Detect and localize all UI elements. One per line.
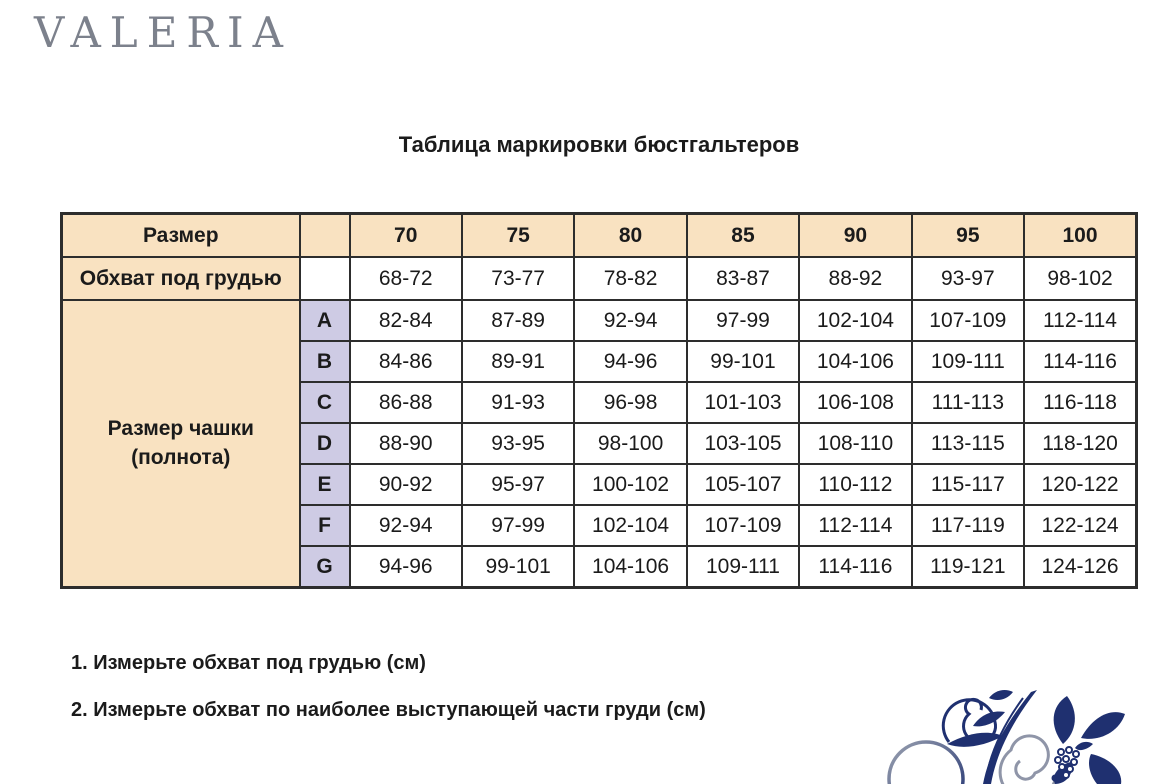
underbust-value: 88-92: [799, 257, 911, 300]
cup-range-value: 82-84: [350, 300, 462, 341]
cup-range-value: 107-109: [687, 505, 799, 546]
underbust-value: 78-82: [574, 257, 686, 300]
cup-range-value: 91-93: [462, 382, 574, 423]
cup-range-value: 94-96: [350, 546, 462, 588]
cup-range-value: 108-110: [799, 423, 911, 464]
cup-range-value: 112-114: [799, 505, 911, 546]
cup-range-value: 112-114: [1024, 300, 1136, 341]
cup-range-value: 114-116: [1024, 341, 1136, 382]
size-table: [60, 212, 1138, 589]
cup-range-value: 102-104: [574, 505, 686, 546]
cup-range-value: 118-120: [1024, 423, 1136, 464]
size-col-header: 80: [574, 214, 686, 258]
size-col-header: 75: [462, 214, 574, 258]
cup-range-value: 109-111: [912, 341, 1024, 382]
size-col-header: 70: [350, 214, 462, 258]
cup-range-value: 100-102: [574, 464, 686, 505]
table-row-sizes: [62, 214, 1137, 258]
cup-range-value: 97-99: [687, 300, 799, 341]
cup-range-value: 86-88: [350, 382, 462, 423]
underbust-value: 93-97: [912, 257, 1024, 300]
cup-range-value: 101-103: [687, 382, 799, 423]
size-col-header: 95: [912, 214, 1024, 258]
cup-range-value: 105-107: [687, 464, 799, 505]
cup-letter-g: G: [300, 546, 350, 588]
table-row-cup-a: [62, 300, 1137, 341]
cup-range-value: 106-108: [799, 382, 911, 423]
underbust-row-label: Обхват под грудью: [62, 257, 300, 300]
cup-range-value: 104-106: [799, 341, 911, 382]
size-row-label: Размер: [62, 214, 300, 258]
cup-range-value: 95-97: [462, 464, 574, 505]
brand-logo: VALERIA: [34, 8, 292, 57]
underbust-value: 98-102: [1024, 257, 1136, 300]
instruction-item: 2. Измерьте обхват по наиболее выступающей части груди (см): [71, 699, 706, 721]
cup-range-value: 99-101: [462, 546, 574, 588]
cup-range-value: 92-94: [574, 300, 686, 341]
cup-range-value: 94-96: [574, 341, 686, 382]
cup-range-value: 113-115: [912, 423, 1024, 464]
cup-letter-a: A: [300, 300, 350, 341]
cup-range-value: 117-119: [912, 505, 1024, 546]
cup-range-value: 93-95: [462, 423, 574, 464]
corner-cell-bottom: [300, 257, 350, 300]
cup-range-value: 120-122: [1024, 464, 1136, 505]
cup-range-value: 87-89: [462, 300, 574, 341]
floral-ornament-icon: [885, 688, 1125, 784]
size-col-header: 100: [1024, 214, 1136, 258]
cup-letter-d: D: [300, 423, 350, 464]
instruction-item: 1. Измерьте обхват под грудью (см): [71, 652, 426, 674]
cup-letter-b: B: [300, 341, 350, 382]
cup-letter-c: C: [300, 382, 350, 423]
cup-range-value: 90-92: [350, 464, 462, 505]
cup-range-value: 99-101: [687, 341, 799, 382]
underbust-value: 68-72: [350, 257, 462, 300]
cup-range-value: 110-112: [799, 464, 911, 505]
cup-range-value: 103-105: [687, 423, 799, 464]
cup-range-value: 107-109: [912, 300, 1024, 341]
cup-range-value: 109-111: [687, 546, 799, 588]
size-table-body: [62, 214, 1137, 588]
underbust-value: 83-87: [687, 257, 799, 300]
cup-range-value: 111-113: [912, 382, 1024, 423]
underbust-value: 73-77: [462, 257, 574, 300]
page-title: Таблица маркировки бюстгальтеров: [398, 132, 800, 157]
cup-range-value: 114-116: [799, 546, 911, 588]
cup-range-value: 96-98: [574, 382, 686, 423]
cup-range-value: 88-90: [350, 423, 462, 464]
size-col-header: 85: [687, 214, 799, 258]
cup-range-value: 122-124: [1024, 505, 1136, 546]
cup-range-value: 97-99: [462, 505, 574, 546]
cup-range-value: 89-91: [462, 341, 574, 382]
cup-range-value: 104-106: [574, 546, 686, 588]
table-row-underbust: [62, 257, 1137, 300]
cup-letter-e: E: [300, 464, 350, 505]
cup-range-value: 92-94: [350, 505, 462, 546]
cup-range-value: 115-117: [912, 464, 1024, 505]
cup-range-value: 124-126: [1024, 546, 1136, 588]
corner-cell-top: [300, 214, 350, 258]
cup-letter-f: F: [300, 505, 350, 546]
cup-range-value: 102-104: [799, 300, 911, 341]
cup-range-value: 98-100: [574, 423, 686, 464]
instructions-list: [71, 652, 706, 746]
cup-range-value: 119-121: [912, 546, 1024, 588]
size-col-header: 90: [799, 214, 911, 258]
cup-size-label: Размер чашки (полнота): [62, 300, 300, 588]
cup-range-value: 84-86: [350, 341, 462, 382]
cup-range-value: 116-118: [1024, 382, 1136, 423]
